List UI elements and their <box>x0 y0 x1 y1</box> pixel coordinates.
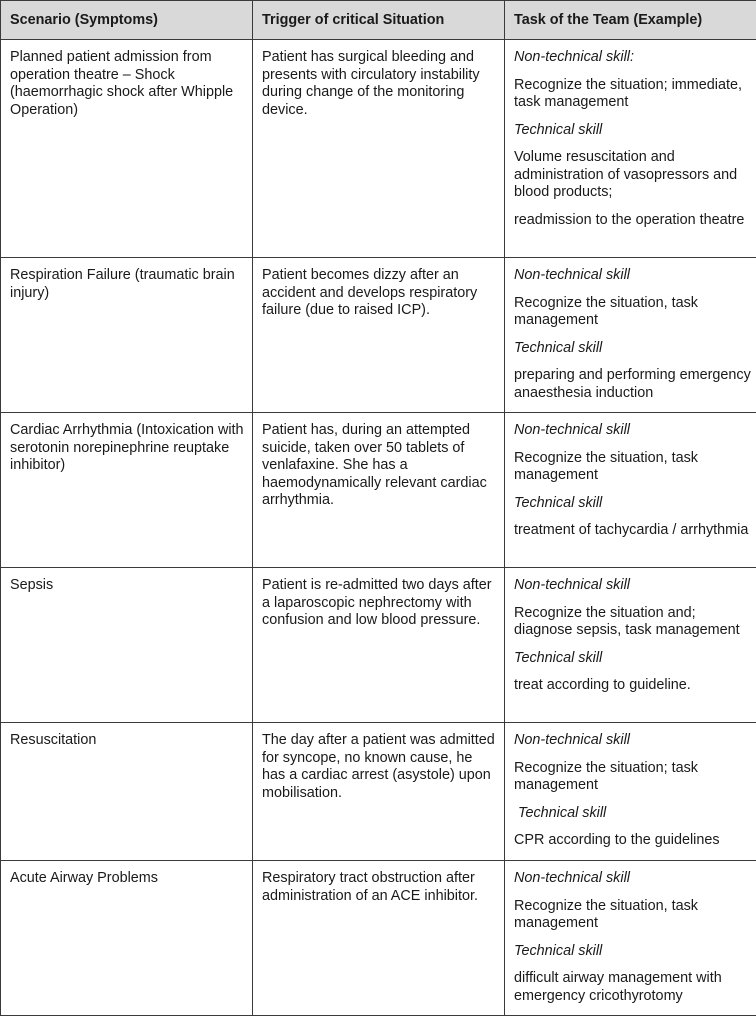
task-cell <box>505 861 756 1016</box>
task-cell <box>505 568 756 723</box>
scenario-cell: Resuscitation <box>1 723 253 861</box>
tech-text: Volume resuscitation and administration of vasopressors and blood products; <box>514 149 751 202</box>
table-row <box>1 413 756 568</box>
tech-heading: Technical skill <box>514 650 751 668</box>
tech-text: treatment of tachycardia / arrhythmia <box>514 522 751 540</box>
tech-text-2: readmission to the operation theatre <box>514 212 751 230</box>
nontech-text: Recognize the situation; immediate, task management <box>514 77 751 112</box>
table-row <box>1 723 756 861</box>
header-scenario: Scenario (Symptoms) <box>1 1 253 40</box>
tech-heading: Technical skill <box>514 122 751 140</box>
scenario-cell: Respiration Failure (traumatic brain injury) <box>1 258 253 413</box>
nontech-heading: Non-technical skill <box>514 577 751 595</box>
header-trigger: Trigger of critical Situation <box>253 1 505 40</box>
table-row <box>1 258 756 413</box>
task-cell <box>505 40 756 258</box>
nontech-heading: Non-technical skill <box>514 732 751 750</box>
nontech-heading: Non-technical skill <box>514 267 751 285</box>
trigger-cell: Patient has, during an attempted suicide, taken over 50 tablets of venlafaxine. She has a haemodynamically relevant cardiac arrhythmia. <box>253 413 505 568</box>
tech-heading: Technical skill <box>514 805 751 823</box>
table-row <box>1 568 756 723</box>
scenario-cell: Acute Airway Problems <box>1 861 253 1016</box>
task-cell <box>505 723 756 861</box>
trigger-cell: The day after a patient was admitted for syncope, no known cause, he has a cardiac arrest (asystole) upon mobilisation. <box>253 723 505 861</box>
tech-text: difficult airway management with emergency cricothyrotomy <box>514 970 751 1005</box>
trigger-cell: Patient is re-admitted two days after a laparoscopic nephrectomy with confusion and low blood pressure. <box>253 568 505 723</box>
tech-text: preparing and performing emergency anaesthesia induction <box>514 367 751 402</box>
nontech-text: Recognize the situation, task management <box>514 295 751 330</box>
nontech-text: Recognize the situation and; diagnose sepsis, task management <box>514 605 751 640</box>
nontech-heading: Non-technical skill <box>514 422 751 440</box>
scenario-cell: Cardiac Arrhythmia (Intoxication with serotonin norepinephrine reuptake inhibitor) <box>1 413 253 568</box>
tech-heading: Technical skill <box>514 943 751 961</box>
trigger-cell: Patient becomes dizzy after an accident and develops respiratory failure (due to raised ICP). <box>253 258 505 413</box>
tech-text: treat according to guideline. <box>514 677 751 695</box>
scenario-cell: Sepsis <box>1 568 253 723</box>
nontech-heading: Non-technical skill: <box>514 49 751 67</box>
tech-heading: Technical skill <box>514 495 751 513</box>
tech-heading: Technical skill <box>514 340 751 358</box>
table-header-row <box>1 1 756 40</box>
nontech-text: Recognize the situation, task management <box>514 450 751 485</box>
nontech-heading: Non-technical skill <box>514 870 751 888</box>
table-row <box>1 40 756 258</box>
trigger-cell: Patient has surgical bleeding and presents with circulatory instability during change of the monitoring device. <box>253 40 505 258</box>
task-cell <box>505 413 756 568</box>
nontech-text: Recognize the situation, task management <box>514 898 751 933</box>
trigger-cell: Respiratory tract obstruction after administration of an ACE inhibitor. <box>253 861 505 1016</box>
scenario-cell: Planned patient admission from operation theatre – Shock (haemorrhagic shock after Whipple Operation) <box>1 40 253 258</box>
task-cell <box>505 258 756 413</box>
header-task: Task of the Team (Example) <box>505 1 756 40</box>
tech-text: CPR according to the guidelines <box>514 832 751 850</box>
nontech-text: Recognize the situation; task management <box>514 760 751 795</box>
table-row <box>1 861 756 1016</box>
